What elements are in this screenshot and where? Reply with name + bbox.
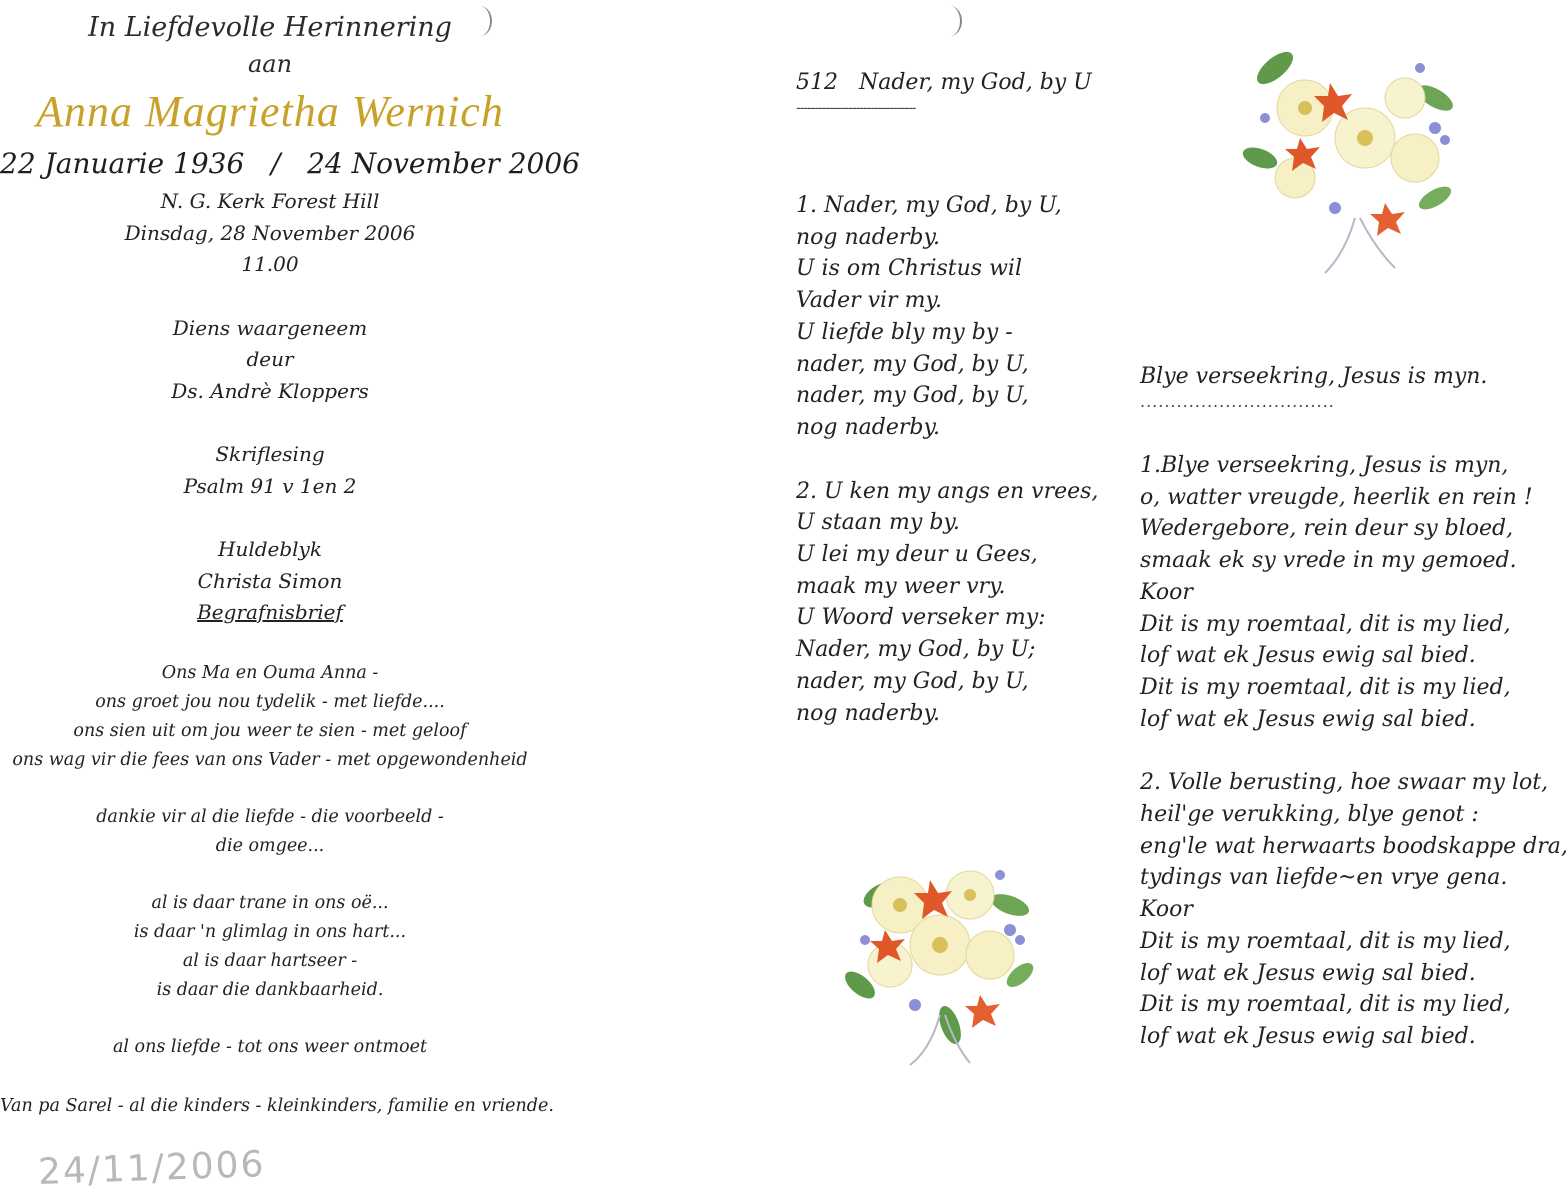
- verse-line: U is om Christus wil: [796, 256, 1022, 282]
- verse-line: maak my weer vry.: [796, 573, 1006, 599]
- verse-line: U staan my by.: [796, 510, 960, 536]
- verse-line: 1. Nader, my God, by U,: [796, 193, 1062, 218]
- verse-line: Dit is my roemtaal, dit is my lied,: [1140, 674, 1511, 700]
- scripture-reading: [0, 439, 540, 502]
- life-dates: 22 Januarie 1936 / 24 November 2006: [0, 147, 580, 180]
- reading-line: Skriflesing: [215, 442, 325, 466]
- handwritten-date: 24/11/2006: [37, 1144, 267, 1193]
- verse-line: lof wat ek Jesus ewig sal bied.: [1140, 1023, 1476, 1049]
- hymn-verse-2: [796, 476, 1120, 730]
- poem-line: is daar 'n glimlag in ons hart...: [133, 921, 407, 942]
- poem-line: al is daar trane in ons oë...: [151, 892, 389, 913]
- poem-line: Van pa Sarel - al die kinders - kleinkinders, familie en vriende.: [0, 1095, 554, 1116]
- hymn-title: Blye verseekring, Jesus is myn.: [1140, 364, 1488, 389]
- hymn-title: 512 Nader, my God, by U: [796, 70, 1092, 95]
- verse-line: U Woord verseker my:: [796, 605, 1046, 631]
- service-line: Diens waargeneem: [172, 315, 368, 340]
- title-separator: ................................: [1140, 392, 1335, 411]
- verse-line: Dit is my roemtaal, dit is my lied,: [1140, 928, 1511, 954]
- verse-line: o, watter vreugde, heerlik en rein !: [1140, 484, 1533, 510]
- verse-line: smaak ek sy vrede in my gemoed.: [1140, 548, 1517, 574]
- hymn-512-panel: [790, 0, 1120, 1195]
- flower-bouquet-image: [1235, 28, 1465, 288]
- poem-line: die omgee...: [215, 835, 325, 856]
- verse-line: Wedergebore, rein deur sy bloed,: [1140, 516, 1514, 542]
- hymn-verse-1: [796, 190, 1120, 444]
- verse-line: lof wat ek Jesus ewig sal bied.: [1140, 706, 1476, 732]
- poem-line: al ons liefde - tot ons weer ontmoet: [112, 1036, 428, 1057]
- memorial-heading: In Liefdevolle Herinnering: [88, 12, 452, 43]
- poem-line: ons sien uit om jou weer te sien - met geloof: [73, 720, 467, 741]
- verse-line: 2. Volle berusting, hoe swaar my lot,: [1140, 770, 1549, 796]
- tribute: [0, 534, 540, 597]
- tribute-line: Christa Simon: [197, 568, 343, 593]
- funeral-letter-title: Begrafnisbrief: [197, 600, 343, 624]
- verse-line: 1.Blye verseekring, Jesus is myn,: [1140, 453, 1509, 478]
- verse-line: nog naderby.: [796, 700, 940, 726]
- verse-line: Vader vir my.: [796, 288, 942, 314]
- verse-line: nader, my God, by U,: [796, 668, 1029, 694]
- memorial-card-left-panel: [0, 0, 580, 1195]
- service-time: 11.00: [241, 252, 299, 276]
- deceased-name: Anna Magrietha Wernich: [36, 87, 504, 136]
- flower-bouquet-image: [830, 835, 1050, 1075]
- verse-line: eng'le wat herwaarts boodskappe dra,: [1140, 833, 1568, 859]
- service-date: Dinsdag, 28 November 2006: [124, 220, 416, 245]
- heading-aan: aan: [247, 50, 293, 78]
- verse-line: lof wat ek Jesus ewig sal bied.: [1140, 643, 1476, 669]
- poem-line: ons wag vir die fees van ons Vader - met opgewondenheid: [12, 749, 528, 770]
- funeral-letter-poem: [0, 659, 554, 1121]
- service-line: Ds. Andrè Kloppers: [171, 378, 369, 403]
- service-officiant: [0, 313, 540, 408]
- poem-line: ons groet jou nou tydelik - met liefde....: [95, 691, 445, 712]
- reading-line: Psalm 91 v 1en 2: [183, 473, 357, 498]
- title-separator: --------------------------------: [796, 100, 916, 116]
- verse-line: lof wat ek Jesus ewig sal bied.: [1140, 960, 1476, 986]
- verse-line: nog naderby.: [796, 414, 940, 440]
- poem-line: Ons Ma en Ouma Anna -: [161, 662, 379, 683]
- verse-line: Koor: [1140, 579, 1193, 605]
- verse-line: nog naderby.: [796, 224, 940, 250]
- verse-line: tydings van liefde~en vrye gena.: [1140, 865, 1508, 891]
- verse-line: heil'ge verukking, blye genot :: [1140, 802, 1479, 828]
- verse-line: Nader, my God, by U;: [796, 637, 1036, 663]
- verse-line: Dit is my roemtaal, dit is my lied,: [1140, 992, 1511, 1018]
- poem-line: is daar die dankbaarheid.: [156, 979, 384, 1000]
- verse-line: Dit is my roemtaal, dit is my lied,: [1140, 611, 1511, 637]
- verse-line: U lei my deur u Gees,: [796, 542, 1038, 568]
- church-name: N. G. Kerk Forest Hill: [160, 189, 380, 213]
- verse-line: U liefde bly my by -: [796, 319, 1013, 345]
- verse-line: 2. U ken my angs en vrees,: [796, 478, 1099, 504]
- poem-line: dankie vir al die liefde - die voorbeeld -: [96, 806, 444, 827]
- tribute-line: Huldeblyk: [218, 537, 322, 561]
- verse-line: Koor: [1140, 897, 1193, 923]
- hymn-verse-2: [1140, 767, 1568, 1052]
- poem-line: al is daar hartseer -: [182, 950, 358, 971]
- hymn-blye-verseekring-panel: [1130, 0, 1568, 1195]
- hymn-verse-1: [1140, 450, 1568, 735]
- verse-line: nader, my God, by U,: [796, 383, 1029, 409]
- service-line: deur: [246, 347, 294, 371]
- verse-line: nader, my God, by U,: [796, 351, 1029, 377]
